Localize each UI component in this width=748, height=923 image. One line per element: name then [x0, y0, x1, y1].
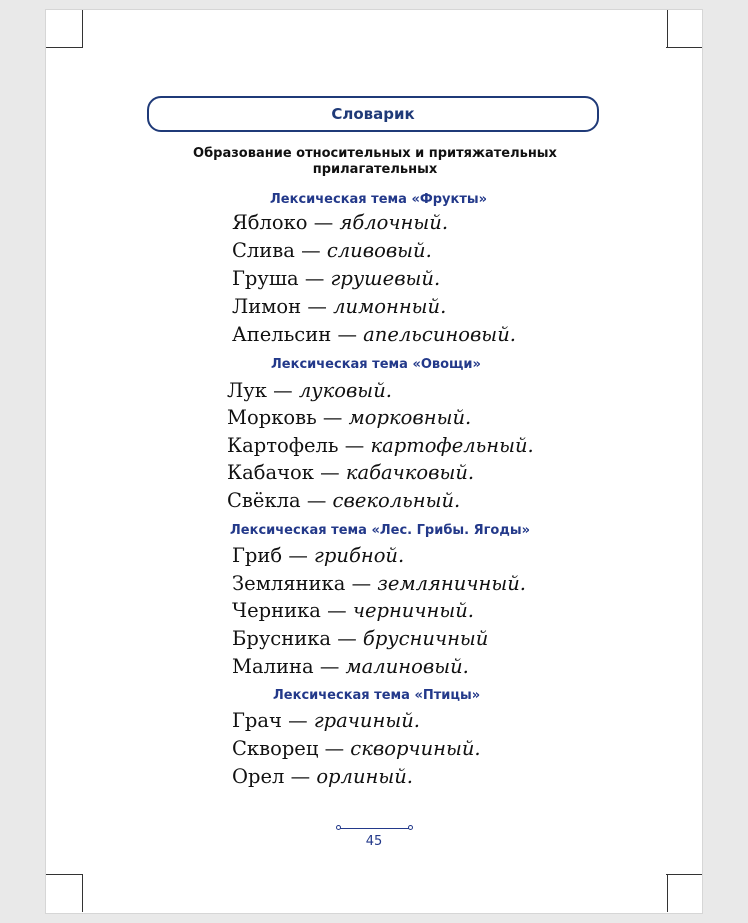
section-theme: Лексическая тема «Лес. Грибы. Ягоды» [230, 523, 531, 538]
list-item [232, 267, 440, 290]
footer-ornament [336, 825, 341, 830]
list-item [232, 239, 432, 262]
list-item [232, 737, 481, 760]
section-theme: Лексическая тема «Птицы» [273, 688, 481, 703]
crop-mark [667, 874, 668, 912]
adjective: скворчиный. [350, 737, 481, 760]
list-item [232, 709, 420, 732]
noun: Брусника [232, 627, 332, 650]
dash: — [304, 267, 325, 290]
dash: — [327, 599, 347, 622]
adjective: грушевый. [330, 267, 441, 290]
list-item [232, 599, 474, 622]
noun: Груша [232, 267, 299, 290]
list-item [232, 295, 446, 318]
noun: Лук [227, 379, 267, 402]
adjective: яблочный. [339, 211, 449, 234]
crop-mark [82, 10, 83, 48]
list-item [227, 406, 471, 429]
adjective: картофельный. [370, 434, 534, 457]
list-item [227, 434, 534, 457]
adjective: орлиный. [316, 765, 413, 788]
adjective: кабачковый. [345, 461, 475, 484]
noun: Морковь [227, 406, 317, 429]
noun: Апельсин [232, 323, 332, 346]
page-title [147, 96, 599, 132]
adjective: морковный. [348, 406, 472, 429]
list-item [232, 655, 469, 678]
noun: Черника [232, 599, 321, 622]
page-title-text: Словарик [331, 105, 415, 123]
dash: — [313, 211, 334, 234]
adjective: брусничный [362, 627, 489, 650]
crop-mark [667, 10, 668, 48]
list-item [232, 211, 448, 234]
dash: — [337, 627, 357, 650]
noun: Яблоко [232, 211, 308, 234]
adjective: земляничный. [377, 572, 526, 595]
dash: — [319, 655, 340, 678]
list-item [232, 765, 413, 788]
dash: — [322, 406, 343, 429]
footer-rule [339, 828, 410, 829]
crop-mark [666, 874, 702, 875]
noun: Орел [232, 765, 285, 788]
noun: Грач [232, 709, 282, 732]
adjective: грачиный. [313, 709, 420, 732]
dash: — [301, 239, 321, 262]
section-theme: Лексическая тема «Фрукты» [270, 192, 488, 207]
noun: Свёкла [227, 489, 301, 512]
noun: Слива [232, 239, 295, 262]
dash: — [344, 434, 365, 457]
noun: Земляника [232, 572, 346, 595]
adjective: луковый. [298, 379, 392, 402]
dash: — [307, 295, 327, 318]
noun: Скворец [232, 737, 319, 760]
adjective: лимонный. [333, 295, 447, 318]
list-item [232, 572, 526, 595]
dash: — [290, 765, 311, 788]
footer-ornament [408, 825, 413, 830]
noun: Лимон [232, 295, 302, 318]
adjective: апельсиновый. [363, 323, 516, 346]
dash: — [351, 572, 372, 595]
list-item [227, 379, 392, 402]
list-item [232, 544, 404, 567]
noun: Кабачок [227, 461, 314, 484]
dash: — [324, 737, 345, 760]
dash: — [288, 709, 308, 732]
dash: — [273, 379, 293, 402]
noun: Гриб [232, 544, 283, 567]
list-item [232, 627, 488, 650]
adjective: свекольный. [332, 489, 461, 512]
adjective: сливовый. [326, 239, 432, 262]
adjective: малиновый. [345, 655, 469, 678]
section-theme: Лексическая тема «Овощи» [271, 357, 481, 372]
adjective: черничный. [352, 599, 474, 622]
crop-mark [666, 47, 702, 48]
dash: — [337, 323, 357, 346]
page-number: 45 [365, 834, 383, 849]
list-item [227, 489, 460, 512]
adjective: грибной. [314, 544, 405, 567]
dash: — [306, 489, 327, 512]
dash: — [288, 544, 308, 567]
crop-mark [46, 47, 82, 48]
list-item [232, 323, 516, 346]
crop-mark [46, 874, 82, 875]
crop-mark [82, 874, 83, 912]
dash: — [320, 461, 340, 484]
noun: Картофель [227, 434, 339, 457]
subtitle: Образование относительных и притяжательных прилагательных [193, 146, 557, 177]
list-item [227, 461, 474, 484]
noun: Малина [232, 655, 314, 678]
